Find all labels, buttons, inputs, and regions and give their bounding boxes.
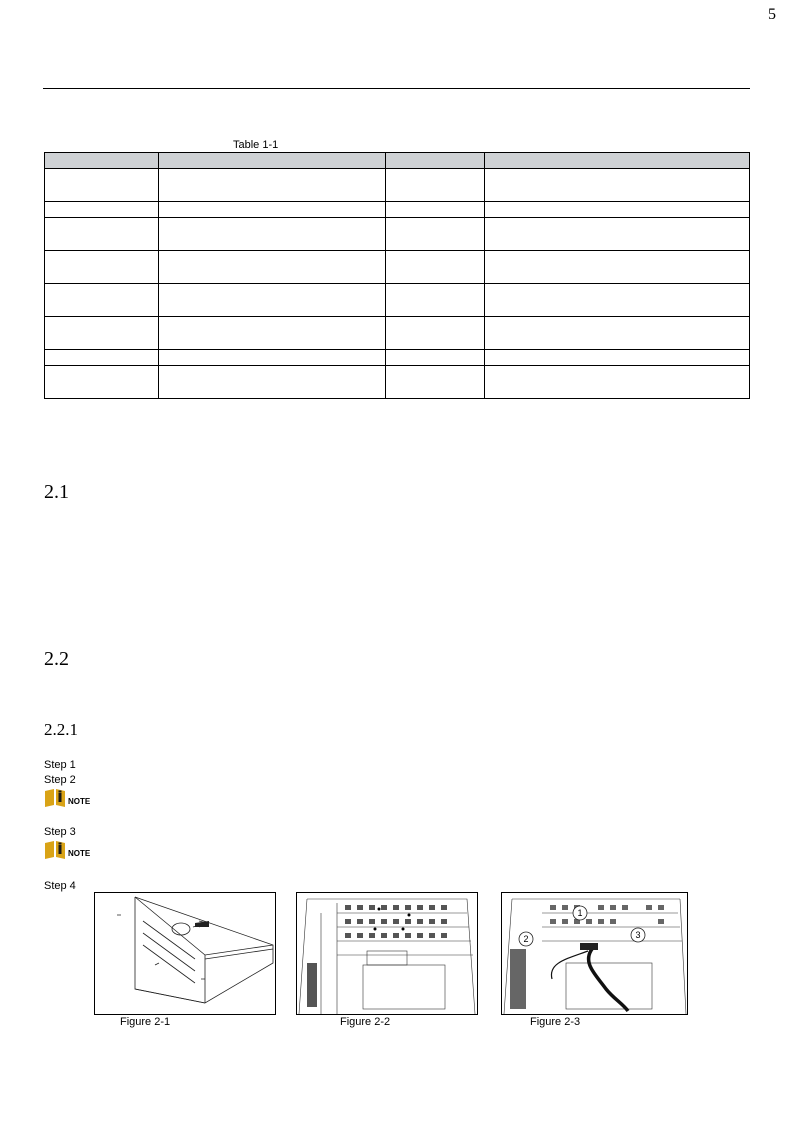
table-header-row bbox=[45, 153, 750, 169]
step-1-label: Step 1 bbox=[44, 759, 76, 771]
section-heading-2-2-1: 2.2.1 bbox=[44, 720, 78, 739]
table-cell bbox=[159, 169, 386, 202]
note-label: NOTE bbox=[68, 797, 91, 806]
table-row bbox=[45, 218, 750, 251]
table-cell bbox=[45, 284, 159, 317]
figure-2-3-callout: 1 bbox=[577, 908, 583, 918]
table-cell bbox=[45, 251, 159, 284]
figure-2-3-callout: 3 bbox=[635, 930, 641, 940]
table-cell bbox=[159, 202, 386, 218]
note-callout bbox=[44, 841, 90, 859]
step-3-label: Step 3 bbox=[44, 826, 76, 838]
table-cell bbox=[159, 284, 386, 317]
cable-connection-illustration bbox=[502, 893, 687, 1014]
table-row bbox=[45, 317, 750, 350]
table-header-cell bbox=[386, 153, 485, 169]
figure-2-1-caption: Figure 2-1 bbox=[120, 1016, 171, 1028]
header-rule bbox=[43, 88, 750, 89]
table-cell bbox=[159, 218, 386, 251]
note-book-icon bbox=[44, 789, 66, 807]
table-cell bbox=[386, 366, 485, 399]
note-callout bbox=[44, 789, 90, 807]
table-header-cell bbox=[45, 153, 159, 169]
table-row bbox=[45, 366, 750, 399]
table-cell bbox=[386, 218, 485, 251]
figure-2-3-caption: Figure 2-3 bbox=[530, 1016, 581, 1028]
step-2-label: Step 2 bbox=[44, 774, 76, 786]
table-cell bbox=[485, 218, 750, 251]
open-chassis-illustration bbox=[297, 893, 477, 1014]
table-caption: Table 1-1 bbox=[233, 139, 279, 151]
table-cell bbox=[485, 317, 750, 350]
table-cell bbox=[45, 350, 159, 366]
table-row bbox=[45, 350, 750, 366]
figure-2-2-caption: Figure 2-2 bbox=[340, 1016, 391, 1028]
table-cell bbox=[159, 317, 386, 350]
table-cell bbox=[485, 251, 750, 284]
table-cell bbox=[386, 350, 485, 366]
table-cell bbox=[159, 251, 386, 284]
table-cell bbox=[485, 284, 750, 317]
note-label: NOTE bbox=[68, 849, 91, 858]
table-cell bbox=[386, 202, 485, 218]
table-cell bbox=[485, 366, 750, 399]
table-cell bbox=[159, 350, 386, 366]
section-heading-2-2: 2.2 bbox=[44, 648, 69, 670]
page-number: 5 bbox=[768, 6, 776, 23]
table-cell bbox=[386, 317, 485, 350]
figure-2-3-image bbox=[501, 892, 688, 1015]
figure-2-3-callout: 2 bbox=[523, 934, 529, 944]
table-cell bbox=[386, 169, 485, 202]
table-row bbox=[45, 169, 750, 202]
table-cell bbox=[386, 251, 485, 284]
table-row bbox=[45, 251, 750, 284]
table-cell bbox=[45, 317, 159, 350]
spec-table bbox=[44, 152, 750, 399]
table-cell bbox=[485, 202, 750, 218]
chassis-illustration bbox=[95, 893, 275, 1014]
figure-2-1-image bbox=[94, 892, 276, 1015]
table-row bbox=[45, 284, 750, 317]
table-cell bbox=[45, 366, 159, 399]
table-cell bbox=[45, 202, 159, 218]
step-4-label: Step 4 bbox=[44, 880, 76, 892]
table-cell bbox=[45, 169, 159, 202]
figure-2-2-image bbox=[296, 892, 478, 1015]
table-row bbox=[45, 202, 750, 218]
note-book-icon bbox=[44, 841, 66, 859]
table-header-cell bbox=[485, 153, 750, 169]
table-cell bbox=[386, 284, 485, 317]
table-cell bbox=[485, 350, 750, 366]
table-cell bbox=[159, 366, 386, 399]
table-cell bbox=[485, 169, 750, 202]
table-header-cell bbox=[159, 153, 386, 169]
table-cell bbox=[45, 218, 159, 251]
section-heading-2-1: 2.1 bbox=[44, 481, 69, 503]
